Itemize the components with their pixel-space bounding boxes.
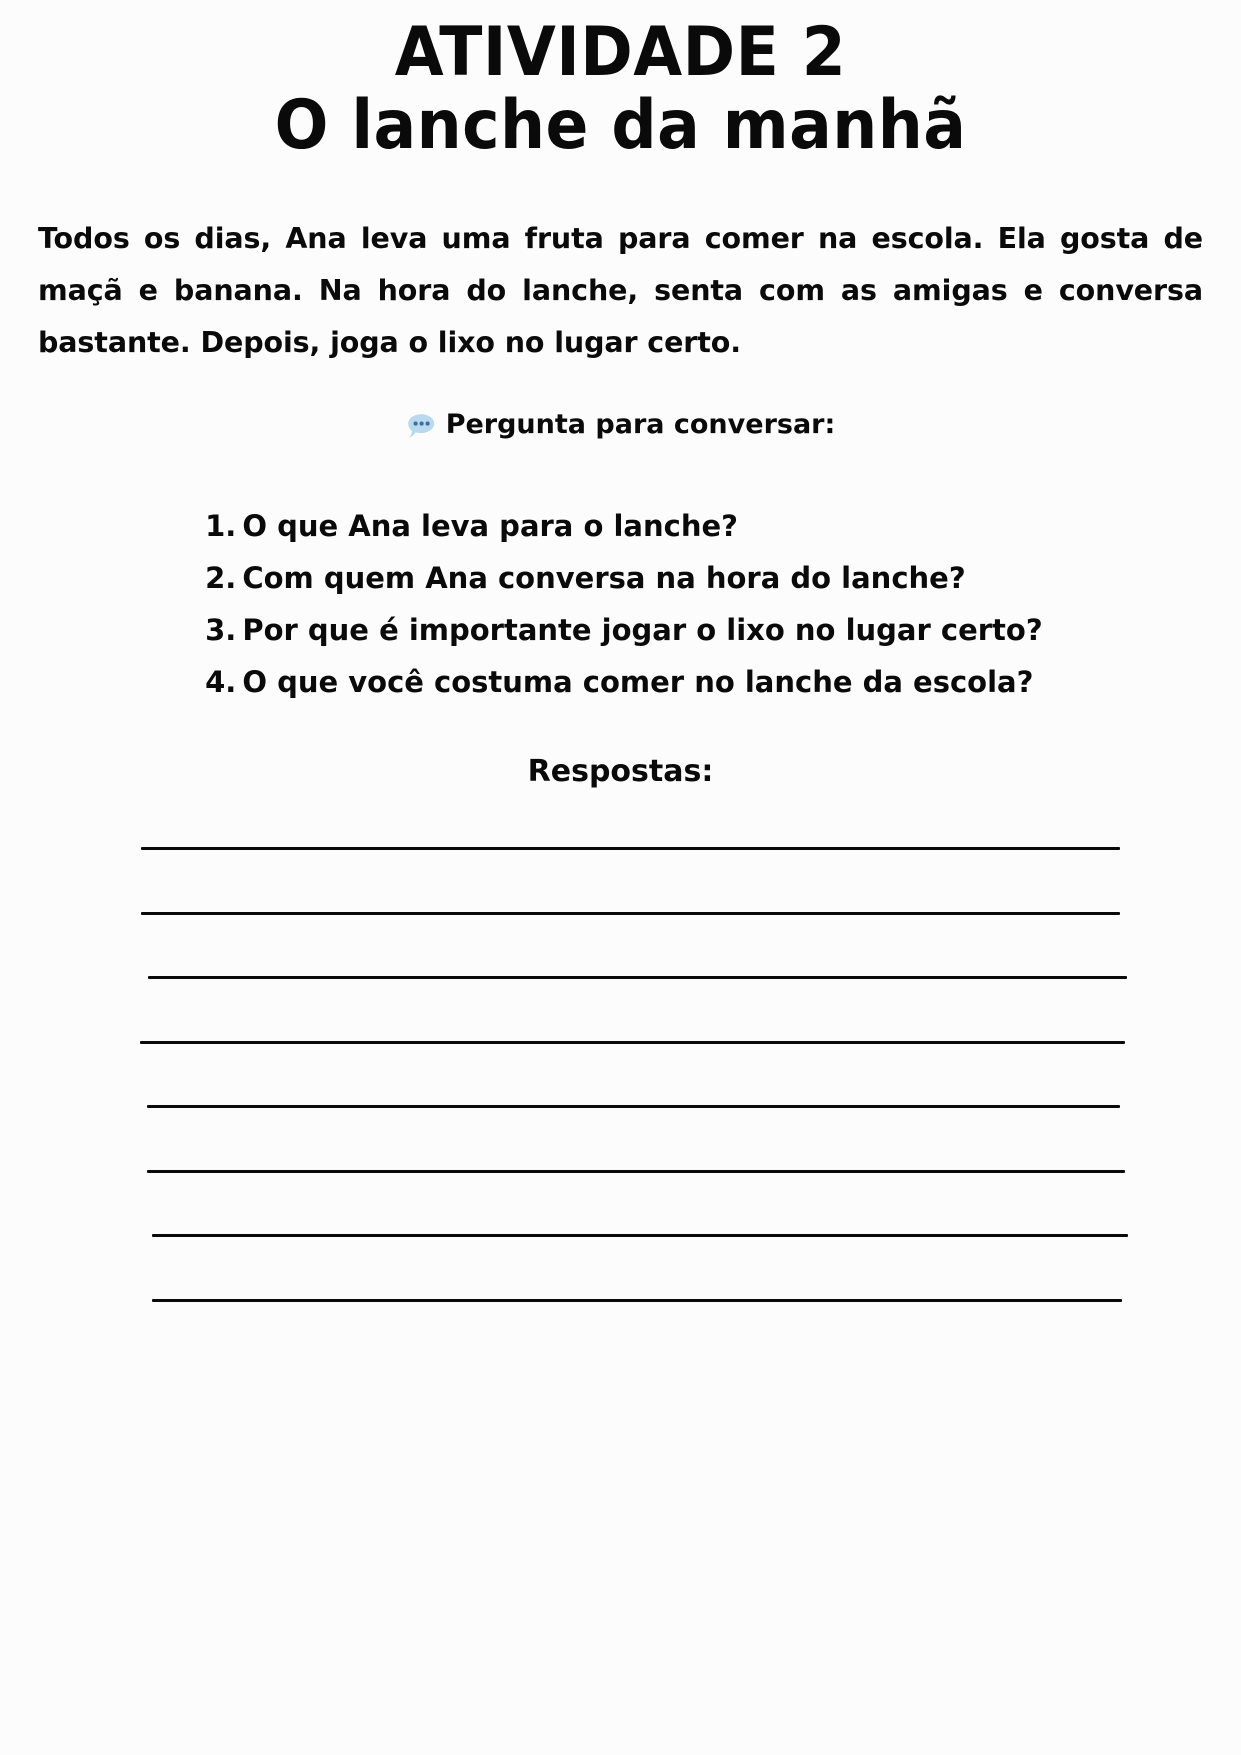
answer-lines-group	[0, 819, 1241, 1339]
discussion-heading	[0, 409, 1241, 448]
question-item	[198, 656, 1042, 708]
discussion-heading-label: Pergunta para conversar:	[445, 408, 836, 440]
answer-line[interactable]	[152, 1234, 1128, 1237]
answer-line[interactable]	[152, 1299, 1122, 1302]
questions-section	[0, 500, 1241, 708]
question-text: O que Ana leva para o lanche?	[242, 509, 738, 544]
question-item	[198, 500, 1042, 552]
answer-line[interactable]	[147, 1170, 1125, 1173]
question-item	[198, 604, 1042, 656]
question-text: Com quem Ana conversa na hora do lanche?	[242, 561, 966, 596]
questions-list	[198, 500, 1042, 708]
answer-line[interactable]	[141, 847, 1120, 850]
answer-line[interactable]	[140, 1041, 1125, 1044]
page-title	[0, 0, 1241, 166]
answer-line[interactable]	[147, 1105, 1120, 1108]
answers-heading: Respostas:	[527, 754, 714, 790]
question-number: 3.	[205, 613, 237, 648]
question-text: O que você costuma comer no lanche da escola?	[242, 665, 1034, 700]
story-paragraph: Todos os dias, Ana leva uma fruta para comer na escola. Ela gosta de maçã e banana. Na hora do lanche, senta com as amigas e conversa bastante. Depois, joga o lixo no lugar certo.	[38, 221, 1203, 359]
answer-line[interactable]	[141, 912, 1120, 915]
question-text: Por que é importante jogar o lixo no lugar certo?	[242, 613, 1043, 648]
question-item	[198, 552, 1042, 604]
question-number: 1.	[205, 509, 237, 544]
speech-balloon-icon	[406, 412, 436, 448]
question-number: 4.	[205, 665, 237, 700]
answer-line[interactable]	[148, 976, 1127, 979]
title-line-activity: ATIVIDADE 2	[394, 13, 847, 92]
question-number: 2.	[205, 561, 237, 596]
title-line-subject: O lanche da manhã	[274, 86, 967, 166]
